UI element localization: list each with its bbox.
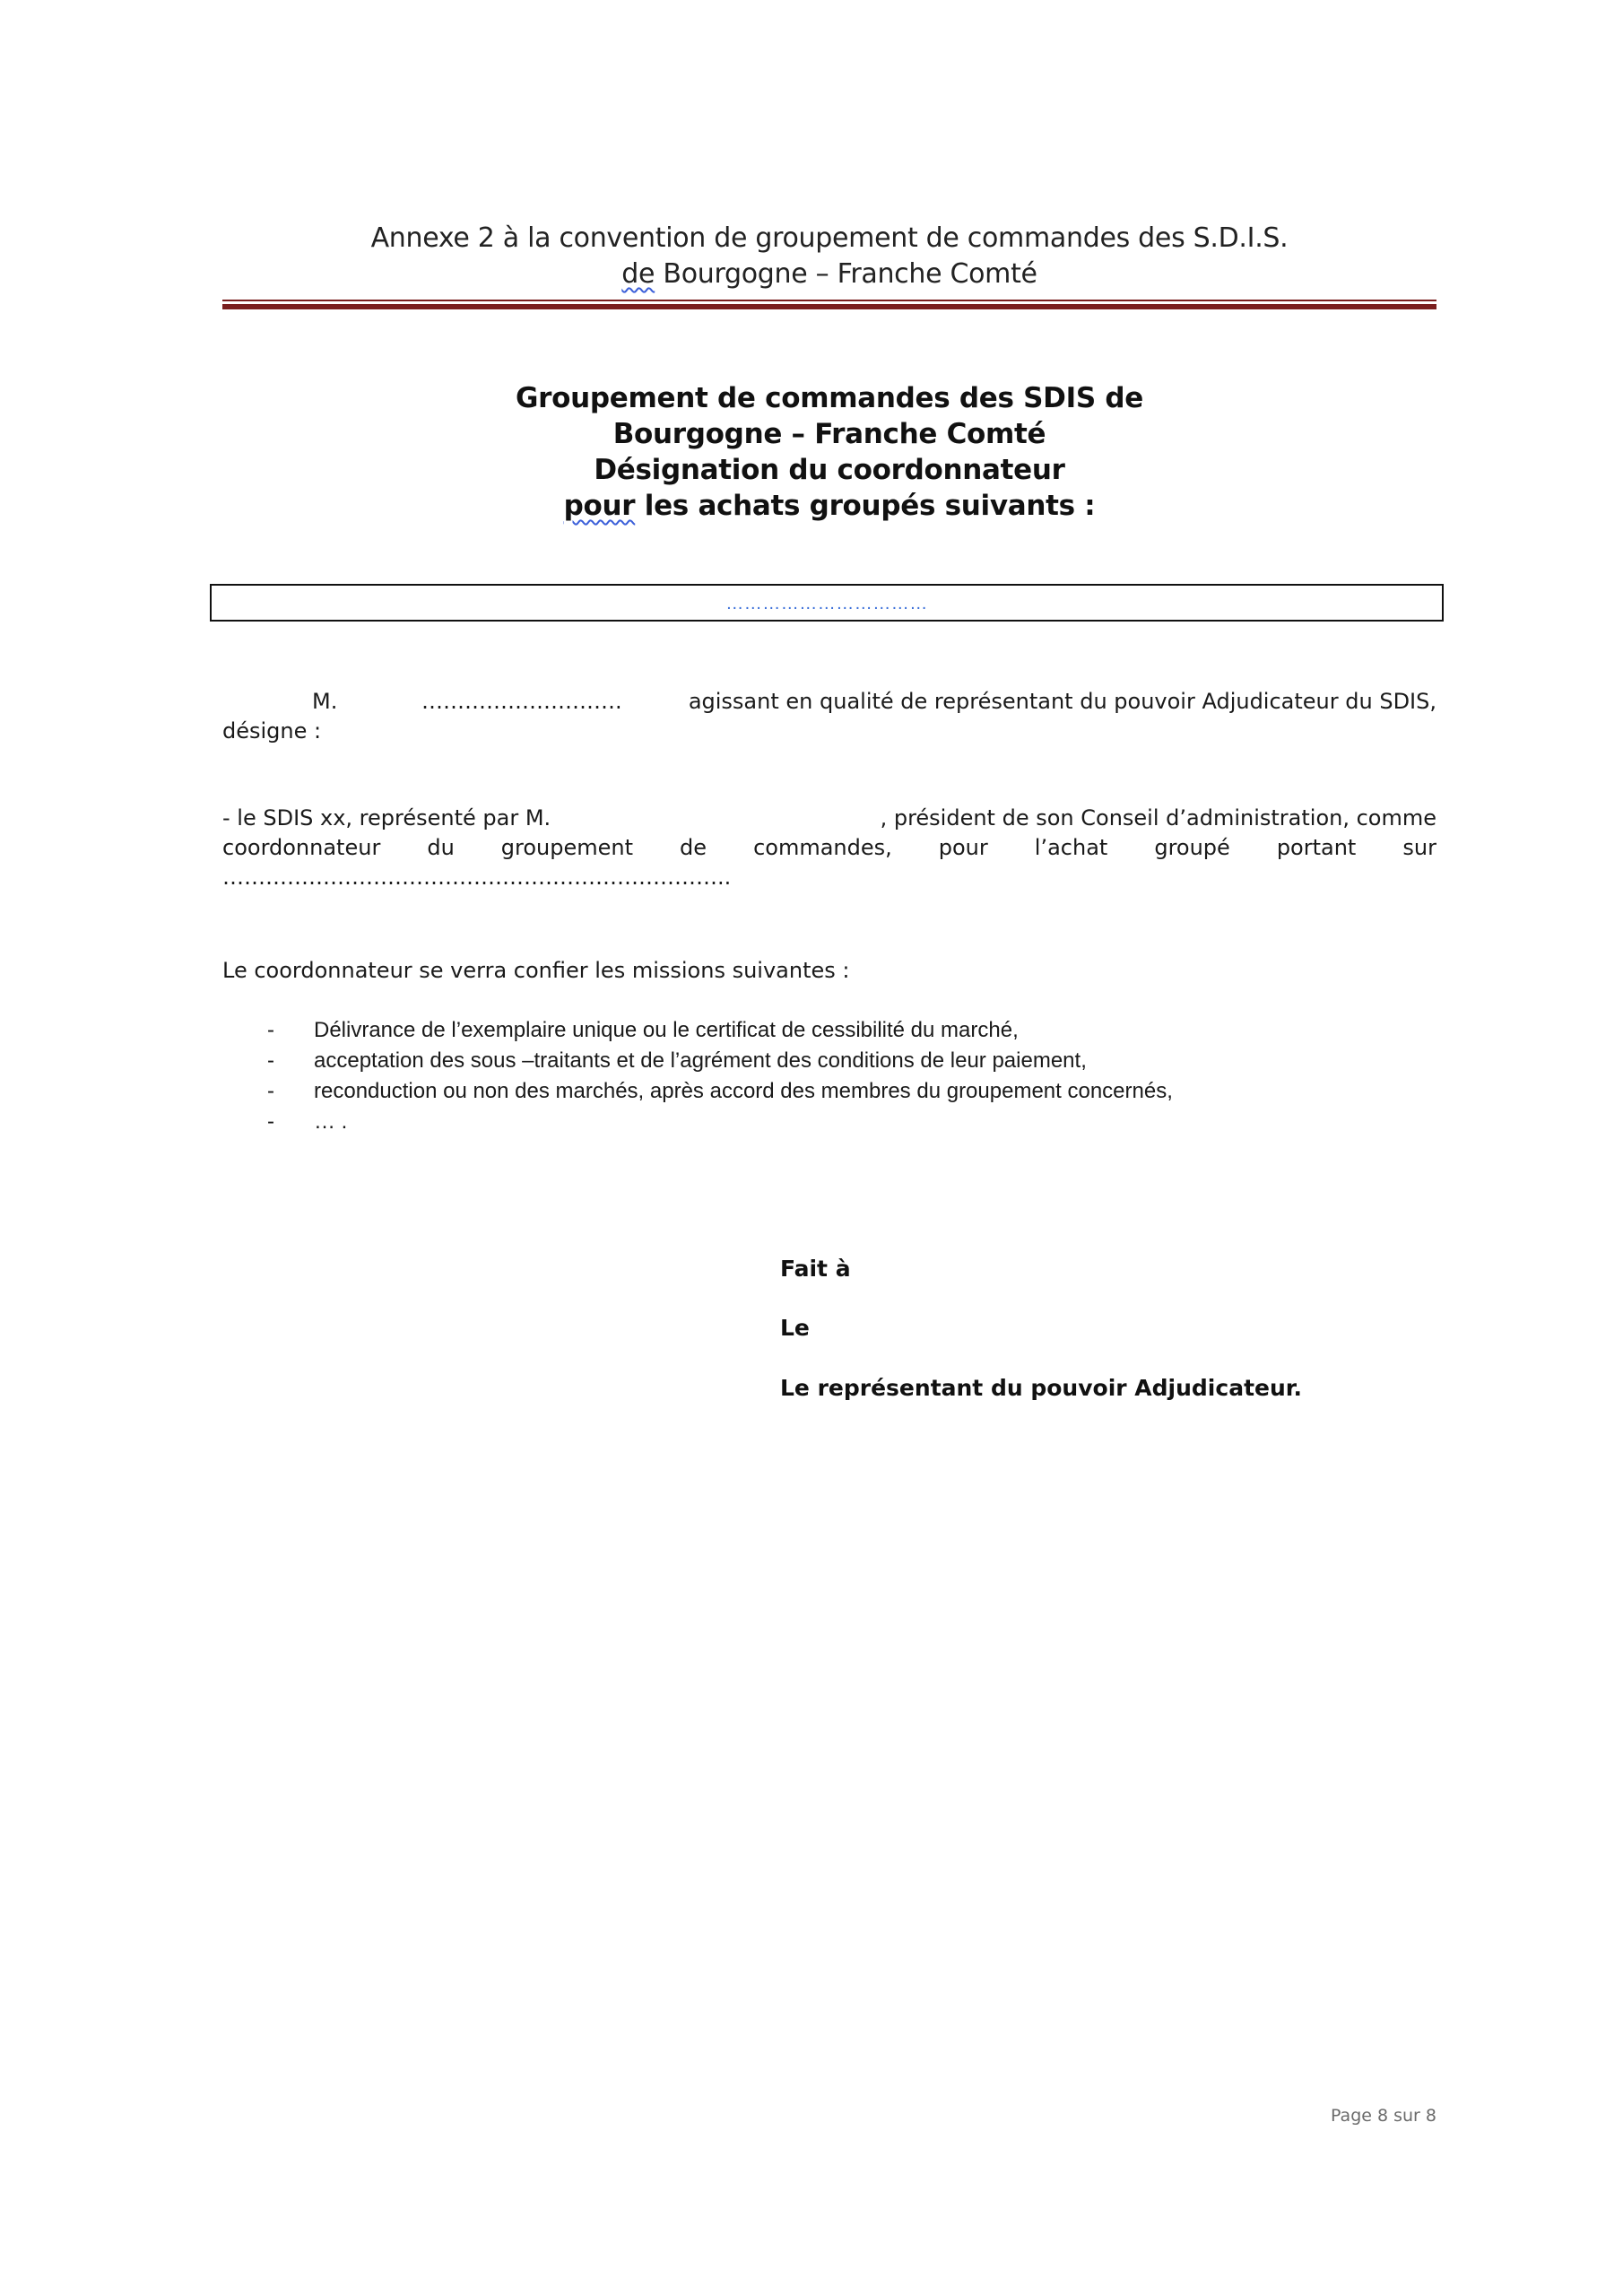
- title-line-4: [222, 488, 1436, 524]
- justified-word: portant: [1276, 835, 1357, 860]
- justified-word: groupement: [500, 835, 634, 860]
- justified-word: de: [680, 835, 707, 860]
- paragraph-sdis-line-3: ……………………………………………………………..: [222, 865, 732, 890]
- list-item-text: … .: [314, 1109, 348, 1134]
- header: [222, 221, 1436, 292]
- representative-name-placeholder: ……………………….: [421, 689, 622, 714]
- paragraph-sdis-line-1-right: , président de son Conseil d’administration, comme: [880, 805, 1436, 831]
- list-item-text: Délivrance de l’exemplaire unique ou le certificat de cessibilité du marché,: [314, 1018, 1019, 1042]
- paragraph-designation-line-1: [222, 687, 1436, 717]
- title-line-4-rest: les achats groupés suivants :: [635, 490, 1096, 522]
- header-rule-thin: [222, 300, 1436, 301]
- justified-word: groupé: [1154, 835, 1230, 860]
- list-item: [267, 1107, 1433, 1137]
- list-dash: -: [267, 1109, 274, 1134]
- paragraph-designation: [222, 687, 1436, 746]
- list-item-text: acceptation des sous –traitants et de l’agrément des conditions de leur paiement,: [314, 1048, 1087, 1073]
- title-line-2: Bourgogne – Franche Comté: [612, 418, 1046, 450]
- paragraph-sdis: [222, 804, 1436, 892]
- representative-role: agissant en qualité de représentant du pouvoir Adjudicateur du SDIS,: [688, 689, 1436, 714]
- missions-intro: Le coordonnateur se verra confier les missions suivantes :: [222, 958, 850, 983]
- signature-place: Fait à: [780, 1256, 851, 1282]
- purchase-field-placeholder: ……………………………: [725, 594, 928, 613]
- list-dash: -: [267, 1079, 274, 1103]
- justified-word: sur: [1402, 835, 1436, 860]
- list-item-text: reconduction ou non des marchés, après accord des membres du groupement concernés,: [314, 1079, 1173, 1103]
- header-rule-thick: [222, 304, 1436, 309]
- list-item: [267, 1046, 1433, 1076]
- document-title: [222, 380, 1436, 524]
- header-line-2-rest: Bourgogne – Franche Comté: [655, 258, 1037, 290]
- representative-title: M.: [312, 689, 338, 714]
- paragraph-sdis-line-1: [222, 804, 1436, 833]
- title-line-4-prefix: pour: [563, 490, 636, 522]
- signature-representative: Le représentant du pouvoir Adjudicateur.: [780, 1375, 1303, 1401]
- paragraph-sdis-line-2: [222, 833, 1436, 863]
- missions-list: [267, 1015, 1433, 1137]
- paragraph-designation-line-2: désigne :: [222, 718, 322, 744]
- justified-word: pour: [938, 835, 988, 860]
- title-line-1: Groupement de commandes des SDIS de: [516, 382, 1143, 414]
- justified-word: du: [427, 835, 455, 860]
- purchase-field-box[interactable]: [210, 584, 1444, 622]
- title-line-3: Désignation du coordonnateur: [594, 454, 1065, 486]
- justified-word: l’achat: [1034, 835, 1108, 860]
- header-line-2: [222, 257, 1436, 292]
- list-item: [267, 1076, 1433, 1107]
- header-line-2-prefix: de: [621, 258, 655, 290]
- list-dash: -: [267, 1048, 274, 1073]
- signature-date: Le: [780, 1315, 810, 1341]
- list-item: [267, 1015, 1433, 1046]
- page-number: Page 8 sur 8: [1330, 2106, 1436, 2126]
- justified-word: commandes,: [753, 835, 892, 860]
- header-line-1: Annexe 2 à la convention de groupement de commandes des S.D.I.S.: [370, 222, 1289, 254]
- paragraph-sdis-line-1-left: - le SDIS xx, représenté par M.: [222, 805, 551, 831]
- justified-word: coordonnateur: [222, 835, 381, 860]
- list-dash: -: [267, 1018, 274, 1042]
